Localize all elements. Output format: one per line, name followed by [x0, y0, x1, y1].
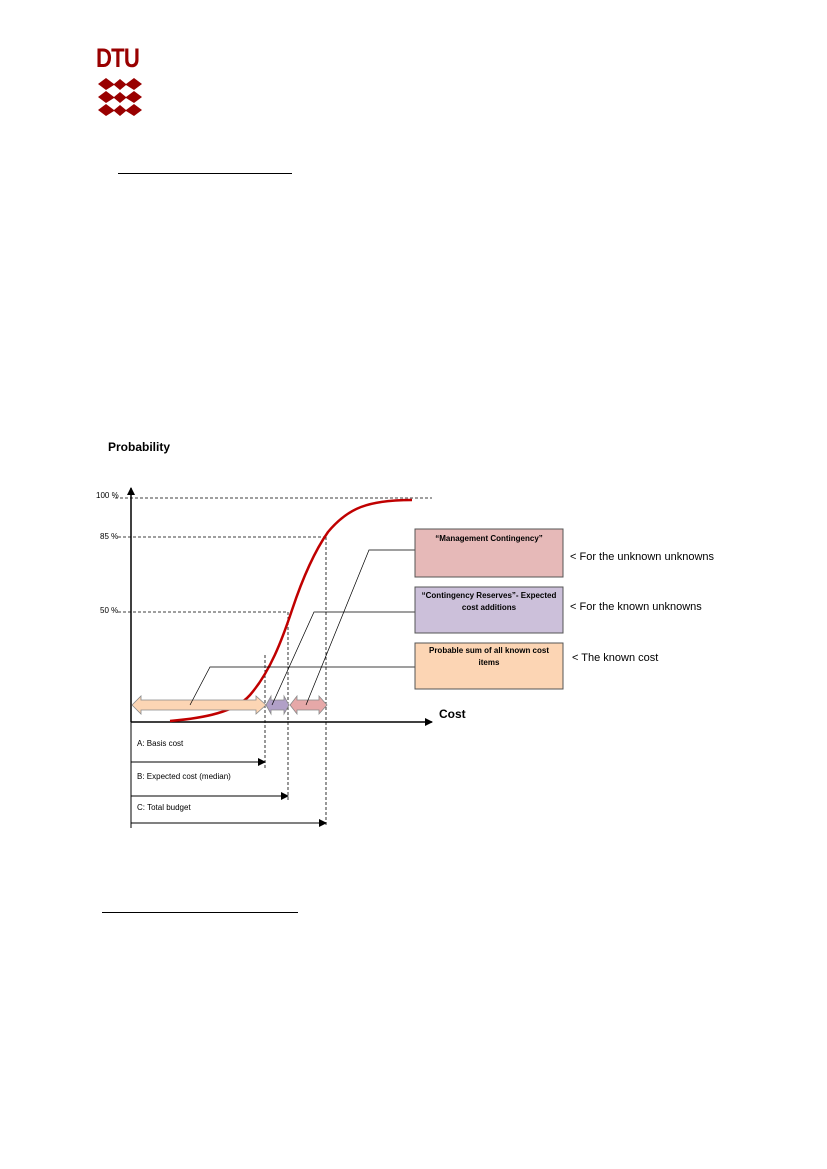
- note-known-cost: < The known cost: [572, 652, 659, 664]
- contingency-range-arrow: [266, 696, 289, 714]
- y-axis-label: Probability: [108, 440, 171, 454]
- contingency-reserves-line2: cost additions: [461, 603, 517, 612]
- contingency-reserves-line1: “Contingency Reserves”- Expected: [421, 591, 557, 600]
- leader-known: [190, 667, 415, 705]
- known-cost-line1: Probable sum of all known cost: [428, 646, 550, 655]
- tick-85: 85 %: [100, 532, 119, 541]
- tick-50: 50 %: [100, 606, 119, 615]
- dtu-logo-text: DTU: [96, 43, 140, 73]
- x-axis-label: Cost: [439, 707, 466, 721]
- measure-c-label: C: Total budget: [137, 803, 191, 812]
- known-cost-line2: items: [478, 658, 500, 667]
- measure-a-label: A: Basis cost: [137, 739, 184, 748]
- measure-b-label: B: Expected cost (median): [137, 772, 231, 781]
- note-unknown-unknowns: < For the unknown unknowns: [570, 551, 715, 563]
- leader-contingency: [272, 612, 415, 705]
- leader-management: [306, 550, 415, 705]
- cumulative-probability-curve: [170, 500, 412, 721]
- note-known-unknowns: < For the known unknowns: [570, 601, 702, 613]
- tick-100: 100 %: [96, 491, 119, 500]
- management-contingency-title: “Management Contingency”: [435, 534, 543, 543]
